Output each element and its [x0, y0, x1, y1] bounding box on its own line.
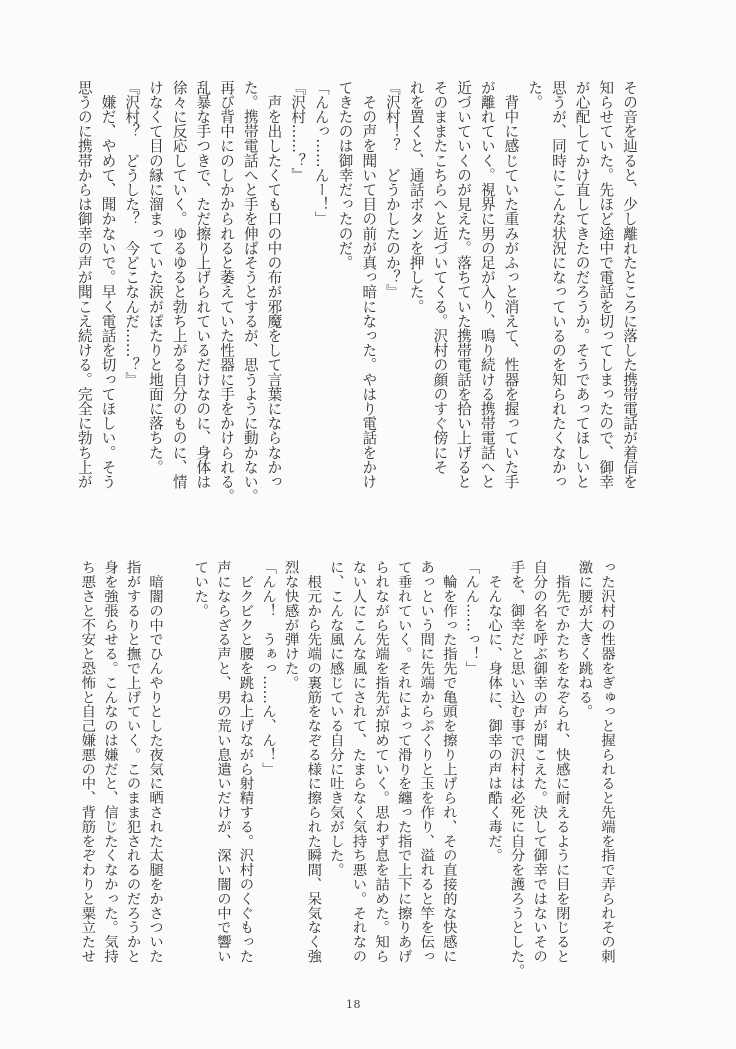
text-block-top	[72, 80, 641, 510]
text-column: 「んんっ……んー！」	[312, 80, 330, 226]
text-column: てきたのは御幸だったのだ。	[336, 80, 354, 270]
text-column: その音を辿ると、少し離れたところに落した携帯電話が着信を	[621, 80, 638, 489]
text-column: あっという間に先端からぷくりと玉を作り、溢れると竿を伝っ	[418, 560, 435, 964]
text-column: 「んん！ うぁっ……ん、ん！」	[260, 560, 277, 776]
text-column: た。携帯電話へと手を伸ばそうとするが、思うように動かない。	[241, 80, 259, 504]
text-column: ていた。	[192, 560, 209, 618]
text-column: 乱暴な手つきで、ただ擦り上げられているだけなのに、身体は	[194, 80, 212, 489]
text-column: 嫌だ、やめて、聞かないで。早く電話を切ってほしい。そう	[99, 80, 117, 489]
text-column: 暗闇の中でひんやりとした夜気に晒された太腿をかさついた	[147, 560, 164, 964]
text-column: 「んん……っ！」	[463, 560, 480, 676]
text-column: 徐々に反応していく。ゆるゆると勃ち上がる自分のものに、情	[170, 80, 188, 489]
text-column	[166, 560, 189, 985]
text-column: 『沢村？ どうした？ 今どこなんだ……？』	[123, 80, 141, 387]
text-column: 手を、御幸だと思い込む事で沢村は必死に自分を護ろうとした。	[508, 560, 525, 978]
text-column: った沢村の性器をぎゅっと握られると先端を指で弄られその刺	[599, 560, 615, 964]
text-column: れを置くと、通話ボタンを押した。	[407, 80, 425, 314]
page-number: 18	[346, 998, 361, 1011]
text-column: 身を強張らせる。こんなのは嫌だと、信じたくなかった。気持	[101, 560, 118, 964]
text-column: そのままたこちらへと近づいてくる。沢村の顔のすぐ傍にそ	[431, 80, 449, 475]
text-column: 『沢村……？』	[289, 80, 307, 183]
text-column: 声を出したくても口の中の布が邪魔をして言葉にならなかっ	[265, 80, 283, 489]
text-column: 烈な快感が弾けた。	[282, 560, 299, 690]
text-column: に、こんな風に感じている自分に吐き気がした。	[327, 560, 344, 877]
text-column: ち悪さと不安と恐怖と自己嫌悪の中、背筋をぞわりと粟立たせ	[79, 560, 96, 964]
text-column: その声を聞いて目の前が真っ暗になった。やはり電話をかけ	[360, 80, 378, 489]
text-column: 再び背中にのしかかられると萎えていた性器に手をかけられる。	[218, 80, 236, 504]
text-column: 指がするりと撫で上げていく。このまま犯されるのだろうかと	[124, 560, 141, 964]
text-column: 自分の名を呼ぶ御幸の声が聞こえた。決して御幸ではないその	[531, 560, 548, 964]
text-column: ビクビクと腰を跳ね上げながら射精する。沢村のくぐもった	[237, 560, 254, 964]
text-column: 『沢村！？ どうかしたのか？』	[383, 80, 401, 299]
text-column: 輪を作った指先で亀頭を擦り上げられ、その直接的な快感に	[440, 560, 457, 964]
text-column: そんな心に、身体に、御幸の声は酷く毒だ。	[486, 560, 503, 863]
text-column: 知らせていた。先ほど途中で電話を切ってしまったので、御幸	[597, 80, 615, 489]
text-column: 近づいていくのが見えた。落ちていた携帯電話を拾い上げると	[455, 80, 473, 489]
text-column: 指先でかたちをなぞられ、快感に耐えるように目を閉じると	[553, 560, 570, 964]
text-column: ない人にこんな風にされて、たまらなく気持ち悪い。それなの	[350, 560, 367, 964]
text-column: られながら先端を指先が掠めていく。思わず息を詰めた。知ら	[373, 560, 390, 964]
text-column: 激に腰が大きく跳ねる。	[576, 560, 593, 719]
text-column: 声にならざる声と、男の荒い息遣いだけが、深い闇の中で響い	[214, 560, 231, 964]
text-block-bottom	[76, 560, 618, 985]
text-column: 思うのに携帯からは御幸の声が聞こえ続ける。完全に勃ち上が	[75, 80, 93, 489]
text-column: が心配してかけ直してきたのだろうか。そうであってほしいと	[573, 80, 591, 489]
text-column: た。	[526, 80, 544, 110]
text-column: 根元から先端の裏筋をなぞる様に擦られた瞬間、呆気なく強	[305, 560, 322, 964]
text-column: 思うが、同時にこんな状況になっているのを知られたくなかっ	[549, 80, 567, 489]
text-column: けなくて目の縁に溜まっていた涙がぽたりと地面に落ちた。	[146, 80, 164, 475]
text-column: て垂れていく。それによって滑りを纏った指で上下に擦りあげ	[395, 560, 412, 964]
text-column: が離れていく。視界に男の足が入り、鳴り続ける携帯電話へと	[478, 80, 496, 489]
text-column: 背中に感じていた重みがふっと消えて、性器を握っていた手	[502, 80, 520, 489]
